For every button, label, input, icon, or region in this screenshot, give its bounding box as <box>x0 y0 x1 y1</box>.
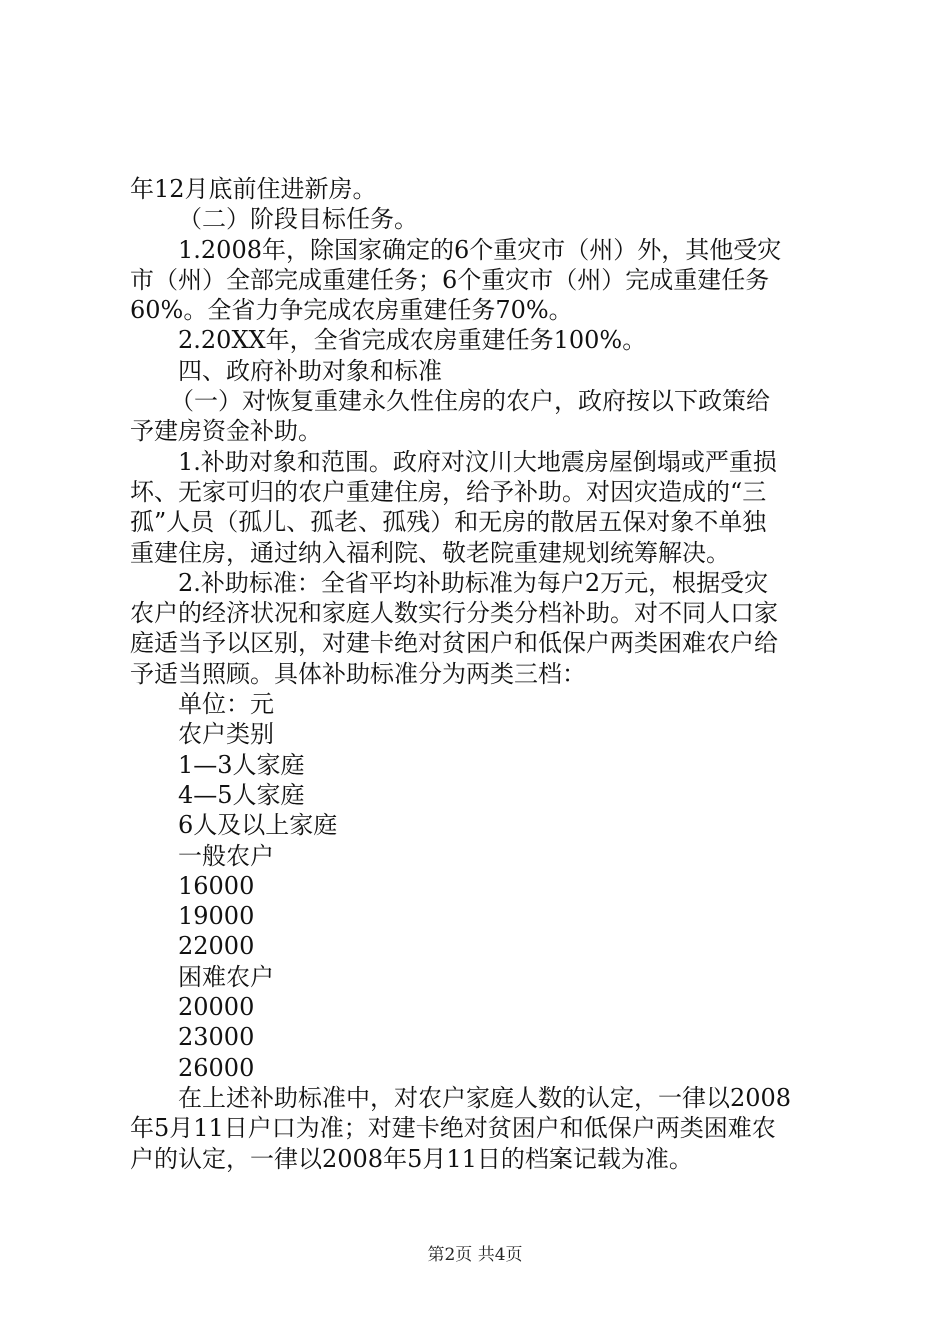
text-line: 60%。全省力争完成农房重建任务70%。 <box>130 296 573 325</box>
table-cell: 22000 <box>178 932 255 961</box>
text-line: 庭适当予以区别，对建卡绝对贫困户和低保户两类困难农户给 <box>130 629 778 658</box>
paragraph-start: 2.补助标准：全省平均补助标准为每户2万元，根据受灾 <box>178 568 769 597</box>
table-cell: 1—3人家庭 <box>178 750 305 779</box>
table-cell: 6人及以上家庭 <box>178 811 338 840</box>
table-cell: 23000 <box>178 1023 255 1052</box>
page-footer: 第2页 共4页 <box>427 1245 523 1265</box>
table-cell: 一般农户 <box>178 841 274 870</box>
table-cell: 20000 <box>178 993 255 1022</box>
table-cell: 困难农户 <box>178 962 274 991</box>
unit-label: 单位：元 <box>178 690 274 719</box>
table-cell: 26000 <box>178 1053 255 1082</box>
section-heading: 四、政府补助对象和标准 <box>178 356 442 385</box>
text-line: 年5月11日户口为准；对建卡绝对贫困户和低保户两类困难农 <box>130 1114 776 1143</box>
text-line: 年12月底前住进新房。 <box>130 175 377 203</box>
table-cell: 19000 <box>178 902 255 931</box>
text-line: 重建住房，通过纳入福利院、敬老院重建规划统筹解决。 <box>130 538 730 567</box>
paragraph-start: （一）对恢复重建永久性住房的农户，政府按以下政策给 <box>170 387 770 416</box>
table-cell: 4—5人家庭 <box>178 780 305 809</box>
paragraph-start: 1.2008年，除国家确定的6个重灾市（州）外，其他受灾 <box>178 235 782 264</box>
text-line: 予建房资金补助。 <box>130 417 322 446</box>
document-body <box>130 174 830 1174</box>
text-line: 予适当照顾。具体补助标准分为两类三档： <box>130 659 586 688</box>
section-heading: （二）阶段目标任务。 <box>178 205 418 234</box>
text-line: 农户的经济状况和家庭人数实行分类分档补助。对不同人口家 <box>130 599 778 628</box>
paragraph-start: 在上述补助标准中，对农户家庭人数的认定，一律以2008 <box>178 1083 792 1112</box>
text-line: 户的认定，一律以2008年5月11日的档案记载为准。 <box>130 1144 693 1173</box>
paragraph-start: 1.补助对象和范围。政府对汶川大地震房屋倒塌或严重损 <box>178 447 777 476</box>
text-line: 孤”人员（孤儿、孤老、孤残）和无房的散居五保对象不单独 <box>130 508 767 537</box>
table-cell: 16000 <box>178 871 255 900</box>
text-line: 市（州）全部完成重建任务；6个重灾市（州）完成重建任务 <box>130 265 770 294</box>
text-line: 坏、无家可归的农户重建住房，给予补助。对因灾造成的“三 <box>130 477 767 506</box>
table-cell: 农户类别 <box>178 720 274 749</box>
paragraph-start: 2.20XX年，全省完成农房重建任务100%。 <box>178 326 647 355</box>
